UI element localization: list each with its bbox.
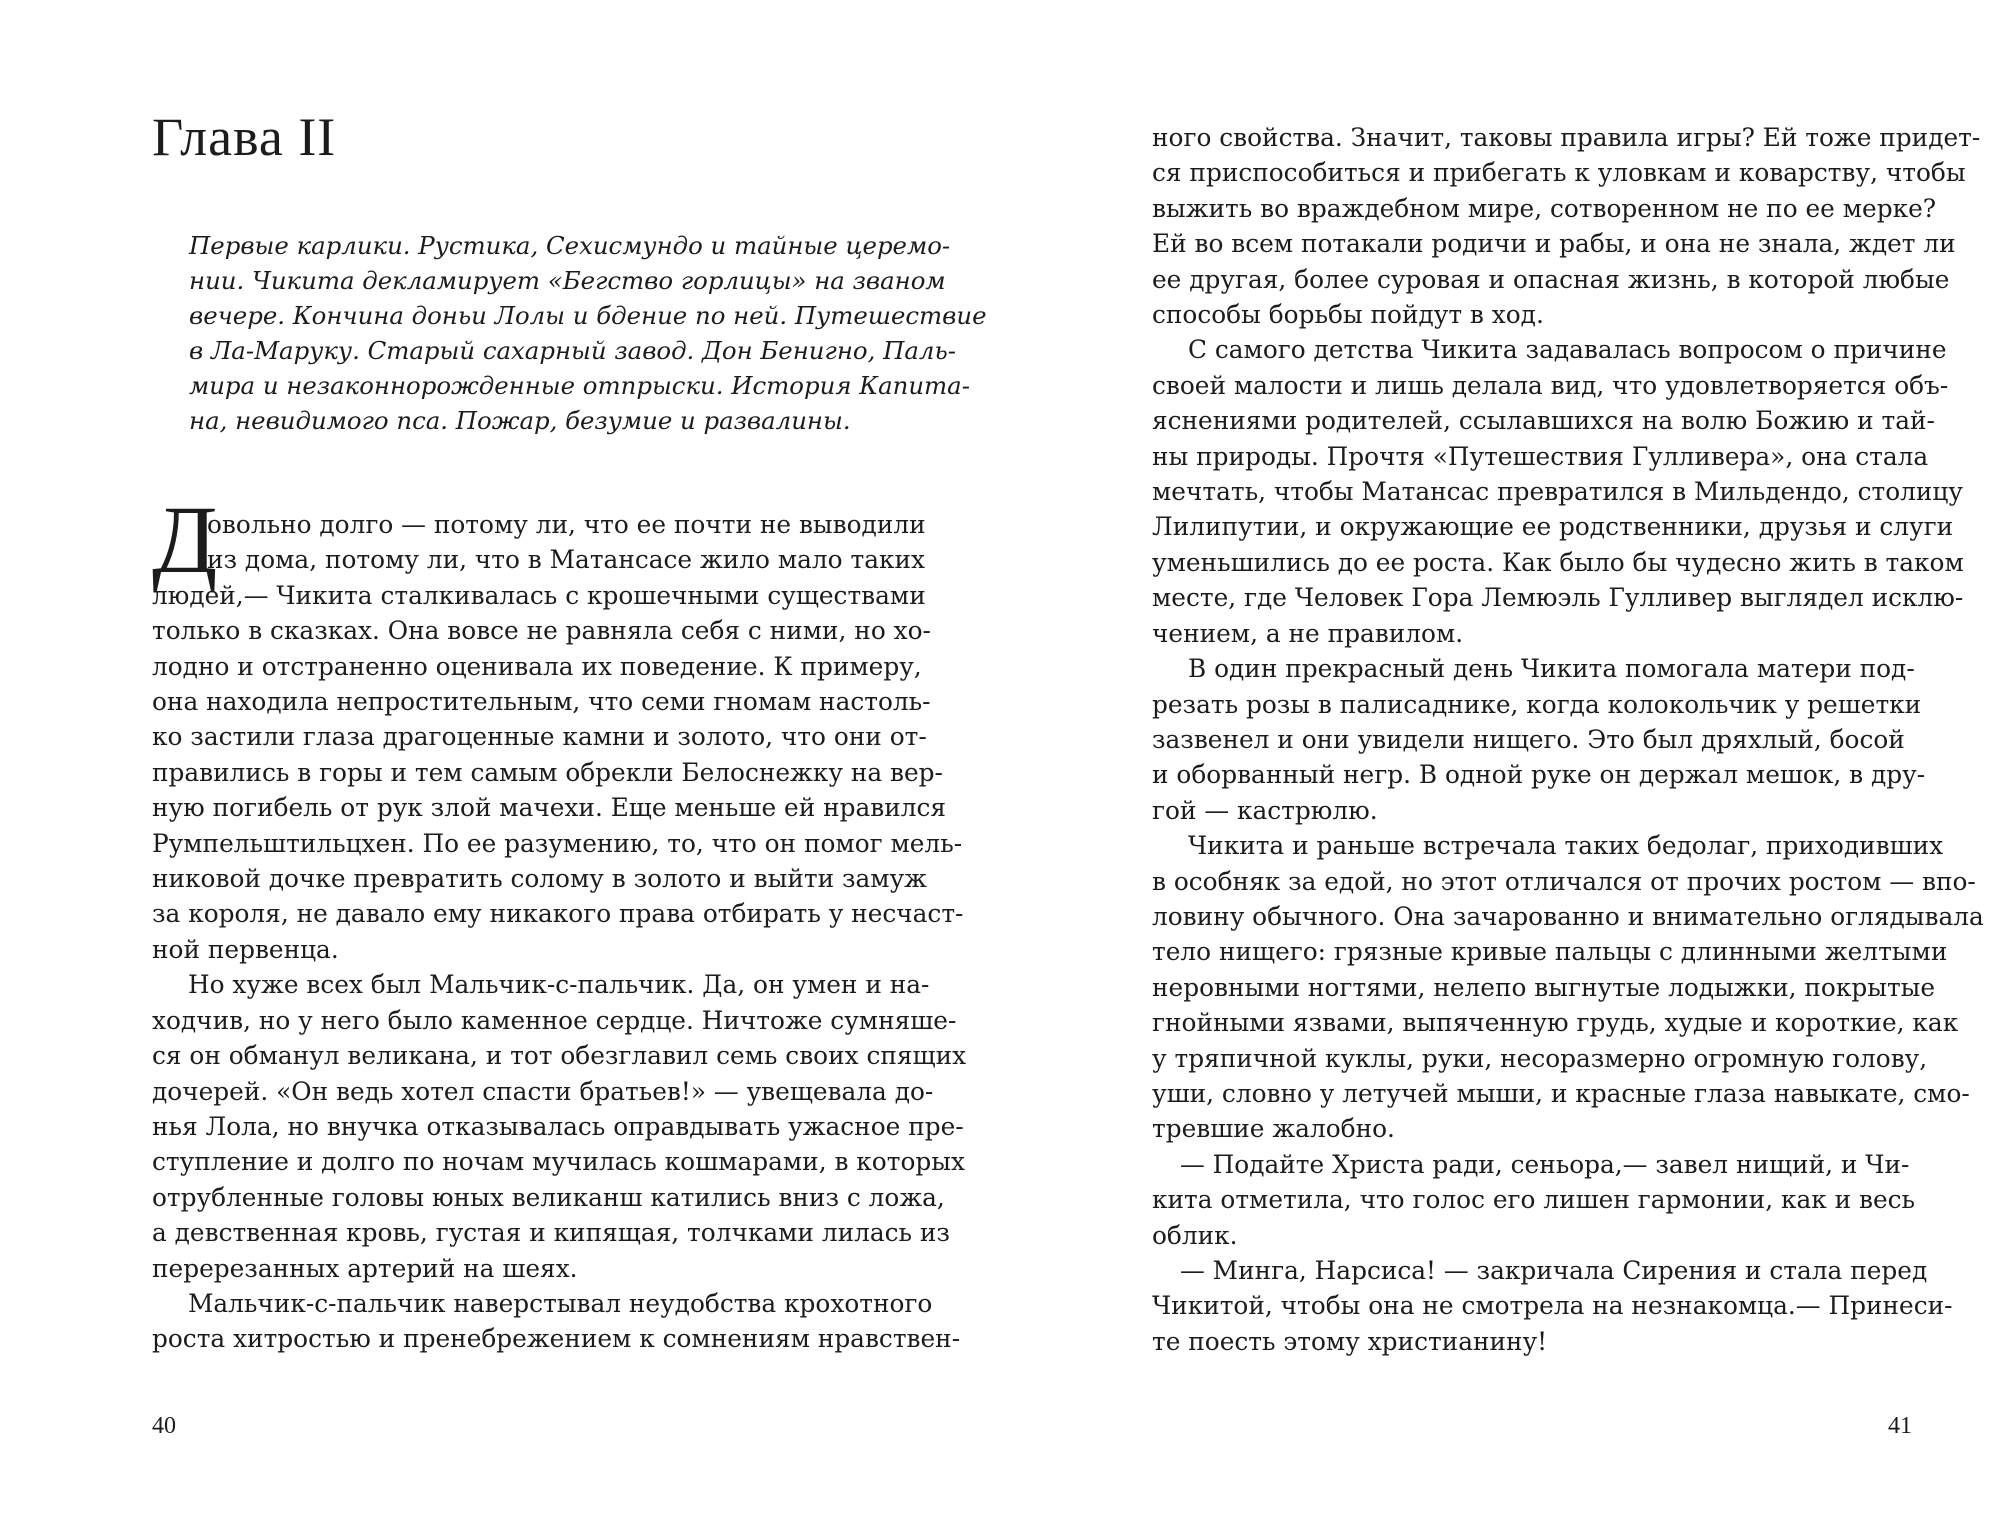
text-line: облик. xyxy=(1152,1220,1238,1250)
text-line: месте, где Человек Гора Лемюэль Гулливер выглядел исклю- xyxy=(1152,583,1964,613)
text-line: тело нищего: грязные кривые пальцы с длинными желтыми xyxy=(1152,937,1948,967)
text-line: — Подайте Христа ради, сеньора,— завел нищий, и Чи- xyxy=(1180,1149,1910,1179)
text-line: правились в горы и тем самым обрекли Белоснежку на вер- xyxy=(152,757,943,787)
page-number: 41 xyxy=(1888,1413,1912,1439)
left-body-text xyxy=(152,486,967,1357)
text-line: С самого детства Чикита задавалась вопросом о причине xyxy=(1188,335,1947,365)
text-line: Чикитой, чтобы она не смотрела на незнакомца.— Принеси- xyxy=(1152,1291,1953,1321)
text-line: уменьшились до ее роста. Как было бы чудесно жить в таком xyxy=(1152,547,1964,577)
text-line: из дома, потому ли, что в Матансасе жило мало таких xyxy=(207,545,926,575)
text-line: ны природы. Прочтя «Путешествия Гулливера», она стала xyxy=(1152,441,1929,471)
text-line: лодно и отстраненно оценивала их поведение. К примеру, xyxy=(152,651,922,681)
text-line: ную погибель от рук злой мачехи. Еще меньше ей нравился xyxy=(152,793,947,823)
text-line: ее другая, более суровая и опасная жизнь, в которой любые xyxy=(1152,264,1950,294)
text-line: людей,— Чикита сталкивалась с крошечными существами xyxy=(152,580,926,610)
text-line: дочерей. «Он ведь хотел спасти братьев!» — увещевала до- xyxy=(152,1076,934,1106)
text-line: Но хуже всех был Мальчик-с-пальчик. Да, он умен и на- xyxy=(188,970,930,1000)
epigraph-line: Первые карлики. Рустика, Сехисмундо и тайные церемо- xyxy=(189,231,951,260)
text-line: Лилипутии, и окружающие ее родственники, друзья и слуги xyxy=(1152,512,1954,542)
right-body-text xyxy=(1152,120,1984,1359)
epigraph-line: в Ла-Маруку. Старый сахарный завод. Дон Бенигно, Паль- xyxy=(189,336,956,365)
text-line: чением, а не правилом. xyxy=(1152,618,1464,648)
text-line: гнойными язвами, выпяченную грудь, худые и короткие, как xyxy=(1152,1008,1959,1038)
text-line: способы борьбы пойдут в ход. xyxy=(1152,300,1544,330)
text-line: и оборванный негр. В одной руке он держал мешок, в дру- xyxy=(1152,760,1926,790)
text-line: уши, словно у летучей мыши, и красные глаза навыкате, смо- xyxy=(1152,1078,1970,1108)
text-line: Ей во всем потакали родичи и рабы, и она не знала, ждет ли xyxy=(1152,229,1956,259)
right-page xyxy=(1000,0,2000,1515)
drop-cap: Д xyxy=(152,486,218,593)
text-line: зазвенел и они увидели нищего. Это был дряхлый, босой xyxy=(1152,724,1905,754)
text-line: ко застили глаза драгоценные камни и золото, что они от- xyxy=(152,722,927,752)
text-line: в особняк за едой, но этот отличался от прочих ростом — впо- xyxy=(1152,866,1976,896)
text-line: тревшие жалобно. xyxy=(1152,1114,1395,1144)
text-line: ся он обманул великана, и тот обезглавил семь своих спящих xyxy=(152,1041,967,1071)
text-line: ся приспособиться и прибегать к уловкам и коварству, чтобы xyxy=(1152,158,1966,188)
text-line: никовой дочке превратить солому в золото и выйти замуж xyxy=(152,864,927,894)
text-line: у тряпичной куклы, руки, несоразмерно огромную голову, xyxy=(1152,1043,1928,1073)
text-line: выжить во враждебном мире, сотворенном не по ее мерке? xyxy=(1152,193,1937,223)
text-line: а девственная кровь, густая и кипящая, толчками лилась из xyxy=(152,1218,950,1248)
text-line: ной первенца. xyxy=(152,934,339,964)
text-line: неровными ногтями, нелепо выгнутые лодыжки, покрытые xyxy=(1152,972,1936,1002)
epigraph-line: нии. Чикита декламирует «Бегство горлицы» на званом xyxy=(189,266,946,295)
text-line: те поесть этому христианину! xyxy=(1152,1326,1548,1356)
text-line: своей малости и лишь делала вид, что удовлетворяется объ- xyxy=(1152,370,1949,400)
text-line: ловину обычного. Она зачарованно и внимательно оглядывала xyxy=(1152,901,1984,931)
text-line: яснениями родителей, ссылавшихся на волю Божию и тай- xyxy=(1152,406,1935,436)
text-line: Чикита и раньше встречала таких бедолаг, приходивших xyxy=(1188,831,1944,861)
text-line: за короля, не давало ему никакого права отбирать у несчаст- xyxy=(152,899,964,929)
chapter-title: Глава II xyxy=(152,107,337,167)
text-line: кита отметила, что голос его лишен гармонии, как и весь xyxy=(1152,1185,1916,1215)
text-line: Румпельштильцхен. По ее разумению, то, что он помог мель- xyxy=(152,828,963,858)
text-line: нья Лола, но внучка отказывалась оправдывать ужасное пре- xyxy=(152,1111,964,1141)
text-line: ного свойства. Значит, таковы правила игры? Ей тоже придет- xyxy=(1152,123,1981,152)
text-line: роста хитростью и пренебрежением к сомнениям нравствен- xyxy=(152,1324,961,1354)
text-line: овольно долго — потому ли, что ее почти не выводили xyxy=(207,510,926,539)
text-line: резать розы в палисаднике, когда колокольчик у решетки xyxy=(1152,689,1922,719)
text-line: ступление и долго по ночам мучилась кошмарами, в которых xyxy=(152,1147,965,1177)
text-line: перерезанных артерий на шеях. xyxy=(152,1253,578,1283)
page-number: 40 xyxy=(152,1413,176,1439)
epigraph-line: мира и незаконнорожденные отпрыски. История Капита- xyxy=(189,371,970,400)
chapter-epigraph xyxy=(189,228,987,438)
epigraph-line: вечере. Кончина доньи Лолы и бдение по ней. Путешествие xyxy=(189,301,987,330)
text-line: — Минга, Нарсиса! — закричала Сирения и стала перед xyxy=(1180,1256,1928,1285)
text-line: мечтать, чтобы Матансас превратился в Мильдендо, столицу xyxy=(1152,477,1963,507)
text-line: ходчив, но у него было каменное сердце. Ничтоже сумняше- xyxy=(152,1005,957,1035)
text-line: отрубленные головы юных великанш катились вниз с ложа, xyxy=(152,1182,945,1212)
text-line: В один прекрасный день Чикита помогала матери под- xyxy=(1188,654,1915,684)
text-line: гой — кастрюлю. xyxy=(1152,795,1378,825)
epigraph-line: на, невидимого пса. Пожар, безумие и развалины. xyxy=(189,406,851,435)
text-line: Мальчик-с-пальчик наверстывал неудобства крохотного xyxy=(188,1288,933,1318)
text-line: только в сказках. Она вовсе не равняла себя с ними, но хо- xyxy=(152,616,931,646)
text-line: она находила непростительным, что семи гномам настоль- xyxy=(152,687,931,717)
